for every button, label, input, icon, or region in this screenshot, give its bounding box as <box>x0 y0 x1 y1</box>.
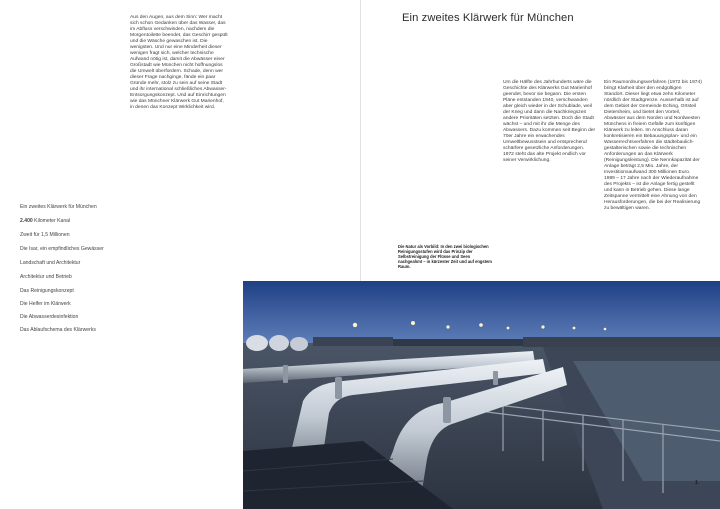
toc-item[interactable]: Zweit für 1,5 Millionen <box>20 232 70 238</box>
toc-item[interactable]: Die Abwasserdesinfektion <box>20 314 79 320</box>
toc-item[interactable]: Landschaft und Architektur <box>20 260 81 266</box>
toc-item[interactable]: Das Reinigungskonzept <box>20 288 74 294</box>
body-column-right <box>604 80 702 212</box>
body-paragraph-middle: Um die Hälfte des Jahrhunderts wäre die Geschichte des Klärwerks Gut Marienhof geendet, bevor sie begann. Die ersten Pläne entstanden 1940, verschwanden aber gleich wieder in der Schublade, weil der Krieg und dann die Nachkriegszeit andere Prioritäten setzten. Doch die Stadt wächst – und mit ihr die Menge des Abwassers. Dazu kommen seit Beginn der 70er Jahre ein erwachendes Umweltbewusstsein und entsprechend schärfere gesetzliche Anforderungen. 1972 steht das alte Projekt endlich vor seiner Verwirklichung. <box>503 80 596 163</box>
plant-photo <box>243 281 720 509</box>
toc-item[interactable]: Die Isar, ein empfindliches Gewässer <box>20 246 104 252</box>
toc-item[interactable]: Das Ablaufschema des Klärwerks <box>20 327 96 333</box>
toc-item[interactable]: Architektur und Betrieb <box>20 274 72 280</box>
toc-item[interactable]: Die Helfer im Klärwerk <box>20 301 71 307</box>
plant-photo-illustration <box>243 281 720 509</box>
body-column-middle <box>503 80 596 164</box>
page-number: 1 <box>695 480 699 486</box>
intro-text-column <box>130 15 228 111</box>
photo-caption: Die Natur als Vorbild: In den zwei biologischen Reinigungsstufen wird das Prinzip der Selbstreinigung der Flüsse und Seen nachgeahmt – in kürzester Zeit und auf engstem Raum. <box>398 244 492 269</box>
toc-item[interactable]: 2.400 Kilometer Kanal <box>20 218 71 224</box>
body-paragraph-right: Ein Raumordnungsverfahren (1972 bis 1974) bringt Klarheit über den endgültigen Standort. Dieser liegt etwa zehn Kilometer nördlich der Stadtgrenze. Ausserhalb ist auf dem Gebiet der Gemeinde Eching, Ortsteil Dietersheim, und bietet den Vorteil, Abwässer aus dem Norden und Nordwesten Münchens in freiem Gefälle zum künftigen Klärwerk zu leiten. Im Anschluss daran konkretisieren ein Bebauungsplan- und ein Wasserrechtsverfahren die städtebaulich-gestalterischen sowie die technischen Anforderungen an das Klärwerk (Reinigungsleistung). Die Nennkapazität der Anlage beträgt 2,5 Mio. Jahre, der Investitionsaufwand 300 Millionen Euro. 1989 – 17 Jahre nach der Wiederaufnahme des Projekts – ist die Anlage fertig gestellt und kann in Betrieb gehen. Diese lange Zeitspanne vermittelt eine Ahnung von den Herausforderungen, die bei der Realisierung zu bewältigen waren. <box>604 80 702 211</box>
page-title: Ein zweites Klärwerk für München <box>402 12 574 24</box>
toc-item[interactable]: Ein zweites Klärwerk für München <box>20 204 97 210</box>
intro-paragraph: Aus den Augen, aus dem Sinn: Wer macht sich schon Gedanken über das Wasser, das im Abfluss verschwinden, nachdem die Morgentoilette beendet, das Geschirr gespült und die Wäsche gewaschen ist. Die wenigsten. Und nur eine Minderheit dieser wenigen fragt sich, welcher technische Aufwand nötig ist, damit die Abwässer einer Großstadt wie München nicht hoffnungslos die Umwelt überfordern. Schade, denn wer dieser Frage nachginge, fände ein paar Gründe mehr, stolz zu sein auf seine Stadt und ihr international schließliches Abwasser-Entsorgungskonzept. Und auf Einrichtungen wie das Münchner Klärwerk Gut Marienhof, in denen das Konzept Wirklichkeit wird. <box>130 15 228 110</box>
